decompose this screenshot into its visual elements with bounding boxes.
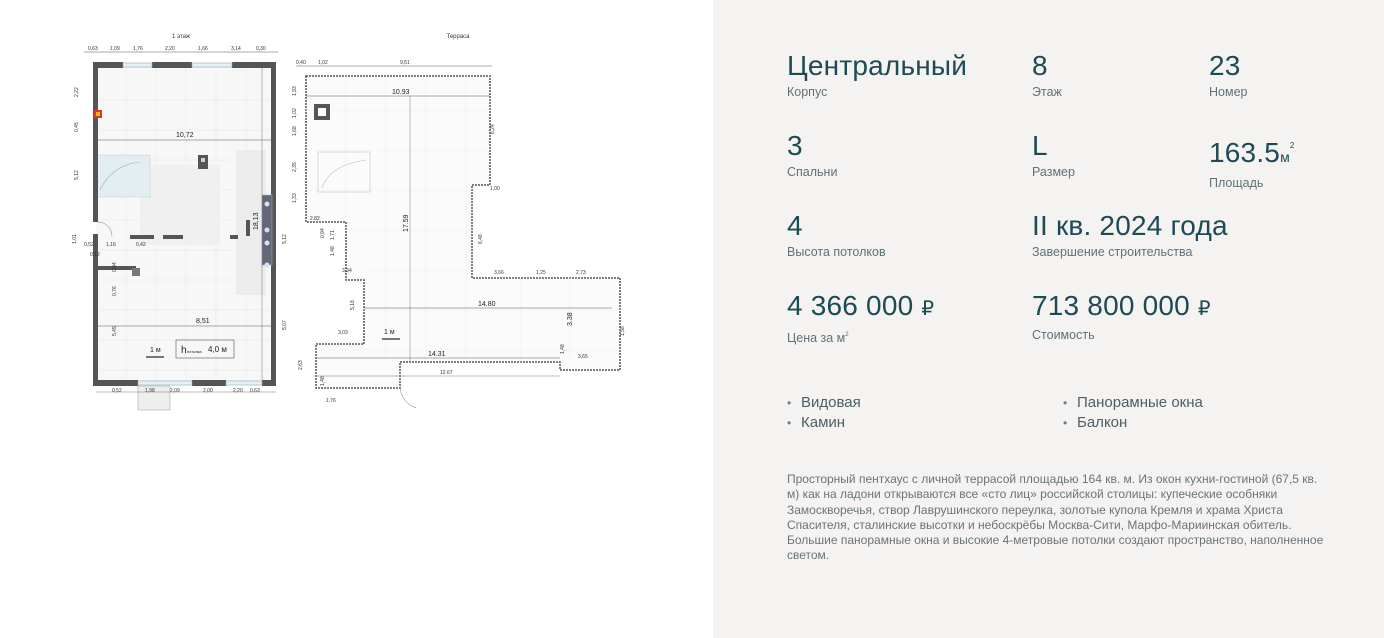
svg-text:3,66: 3,66 — [494, 270, 504, 276]
svg-text:0,63: 0,63 — [250, 388, 260, 394]
size-value: L — [1032, 130, 1048, 161]
area-value: 163.5 — [1209, 137, 1281, 168]
size-label: Размер — [1032, 165, 1075, 179]
completion-value: II кв. 2024 года — [1032, 210, 1228, 241]
building-label: Корпус — [787, 85, 828, 99]
terrace-scale-label: 1 м — [384, 329, 395, 336]
svg-text:1,25: 1,25 — [536, 270, 546, 276]
number-label: Номер — [1209, 85, 1248, 99]
feature-item — [1063, 394, 1203, 412]
floor1-width: 10,72 — [176, 132, 194, 139]
svg-text:3,14: 3,14 — [231, 46, 241, 52]
ceiling-value: 4,0 м — [208, 345, 227, 354]
floor-label: Этаж — [1032, 85, 1062, 99]
stat-ceiling — [787, 210, 886, 260]
svg-text:1,66: 1,66 — [198, 46, 208, 52]
stat-completion — [1032, 210, 1228, 260]
price-per-m2-row — [787, 290, 934, 325]
bullet-icon: • — [1063, 396, 1068, 410]
number-value: 23 — [1209, 50, 1241, 81]
svg-text:1,01: 1,01 — [72, 234, 78, 244]
feature-item — [787, 394, 861, 412]
terrace-plan — [292, 60, 626, 408]
svg-text:3,03: 3,03 — [338, 330, 348, 336]
svg-text:2,09: 2,09 — [170, 388, 180, 394]
svg-text:5,12: 5,12 — [74, 170, 80, 180]
stat-area — [1209, 130, 1295, 191]
svg-text:0,76: 0,76 — [112, 286, 118, 296]
svg-text:0,12: 0,12 — [90, 252, 100, 258]
total-price-row — [1032, 290, 1211, 325]
ceiling-height-value: 4 — [787, 210, 803, 241]
svg-text:1,16: 1,16 — [106, 242, 116, 248]
terrace-mid-width: 14.80 — [478, 301, 496, 308]
price-per-m2-value: 4 366 000 — [787, 290, 914, 321]
stat-total-price — [1032, 290, 1211, 343]
svg-text:0,94: 0,94 — [320, 228, 326, 238]
stat-number — [1209, 50, 1247, 100]
svg-text:9,51: 9,51 — [400, 60, 410, 66]
svg-text:1,76: 1,76 — [326, 398, 336, 404]
terrace-width: 10.93 — [392, 89, 410, 96]
svg-text:1,00: 1,00 — [490, 186, 500, 192]
svg-text:0,45: 0,45 — [74, 122, 80, 132]
svg-text:3,65: 3,65 — [578, 354, 588, 360]
svg-text:0,63: 0,63 — [88, 46, 98, 52]
svg-text:1,48: 1,48 — [560, 344, 566, 354]
stat-bedrooms — [787, 130, 837, 180]
feature-item — [787, 414, 845, 432]
svg-text:3,34: 3,34 — [342, 268, 352, 274]
terrace-bottom-width: 12.67 — [440, 370, 453, 376]
ceiling-sub: потолка — [187, 349, 202, 354]
total-price-value: 713 800 000 — [1032, 290, 1190, 321]
svg-text:2,63: 2,63 — [298, 360, 304, 370]
terrace-title: Терраса — [446, 34, 470, 40]
terrace-depth: 17.59 — [403, 214, 410, 232]
area-value-row — [1209, 130, 1295, 173]
svg-text:6,48: 6,48 — [478, 234, 484, 244]
svg-text:1,71: 1,71 — [330, 230, 336, 240]
svg-text:1,48: 1,48 — [320, 376, 326, 386]
svg-text:6,24: 6,24 — [490, 124, 496, 134]
floor-value: 8 — [1032, 50, 1048, 81]
area-label: Площадь — [1209, 176, 1264, 190]
svg-text:1,93: 1,93 — [292, 86, 298, 96]
svg-text:1,02: 1,02 — [318, 60, 328, 66]
building-value: Центральный — [787, 50, 968, 81]
svg-text:2,82: 2,82 — [310, 216, 320, 222]
svg-text:0,30: 0,30 — [256, 46, 266, 52]
feature-label: Балкон — [1077, 414, 1128, 431]
stat-price-per-m2 — [787, 290, 934, 346]
svg-text:2,35: 2,35 — [292, 162, 298, 172]
svg-text:5,45: 5,45 — [112, 326, 118, 336]
svg-text:0,40: 0,40 — [296, 60, 306, 66]
feature-label: Видовая — [801, 394, 861, 411]
stat-size — [1032, 130, 1075, 180]
floor1-plan — [72, 46, 288, 410]
svg-text:5,18: 5,18 — [350, 300, 356, 310]
price-per-m2-label-sup: 2 — [845, 332, 849, 338]
svg-text:1,33: 1,33 — [292, 193, 298, 203]
terrace-lower-width: 14.31 — [428, 351, 446, 358]
svg-text:1,98: 1,98 — [145, 388, 155, 394]
svg-text:1,48: 1,48 — [330, 246, 336, 256]
total-price-label: Стоимость — [1032, 328, 1095, 342]
svg-text:1,68: 1,68 — [292, 126, 298, 136]
bullet-icon: • — [787, 416, 792, 430]
stat-floor — [1032, 50, 1062, 100]
svg-text:2,20: 2,20 — [233, 388, 243, 394]
floor1-title: 1 этаж — [172, 34, 190, 40]
svg-text:2,20: 2,20 — [165, 46, 175, 52]
svg-text:5,07: 5,07 — [282, 320, 288, 330]
apartment-description: Просторный пентхаус с личной террасой площадью 164 кв. м. Из окон кухни-гостиной (67,5 кв. м) как на ладони открываются все «сто лиц» российской столицы: купеческие особняки Замоскворечья, створ Лаврушинского переулка, золотые купола Кремля и храма Христа Спасителя, сталинские высотки и небоскрёбы Москва-Сити, Марфо-Мариинская обитель. Большие панорамные окна и высокие 4-метровые потолки создают пространство, наполненное светом. — [787, 472, 1324, 563]
floor1-depth: 18,13 — [253, 212, 260, 230]
svg-text:5,12: 5,12 — [282, 234, 288, 244]
svg-text:0,94: 0,94 — [112, 262, 118, 272]
svg-text:0,52: 0,52 — [112, 388, 122, 394]
area-unit-sup: 2 — [1289, 141, 1295, 150]
terrace-step: 3.38 — [567, 312, 574, 326]
ruble-icon: ₽ — [921, 298, 935, 320]
bullet-icon: • — [1063, 416, 1068, 430]
ceiling-h: h — [181, 345, 187, 356]
price-per-m2-label: Цена за м — [787, 331, 846, 345]
svg-text:0,52: 0,52 — [84, 242, 94, 248]
feature-label: Камин — [801, 414, 846, 431]
area-unit: м — [1280, 149, 1290, 165]
bedrooms-label: Спальни — [787, 165, 838, 179]
svg-text:2,22: 2,22 — [74, 87, 80, 97]
svg-text:2,73: 2,73 — [576, 270, 586, 276]
svg-text:1,02: 1,02 — [292, 108, 298, 118]
svg-text:2,00: 2,00 — [203, 388, 213, 394]
bedrooms-value: 3 — [787, 130, 803, 161]
floor1-inner-width: 8,51 — [196, 318, 210, 325]
floor1-scale-label: 1 м — [150, 347, 161, 354]
stat-building — [787, 50, 967, 100]
svg-text:0,42: 0,42 — [136, 242, 146, 248]
ceiling-height-label: Высота потолков — [787, 245, 886, 259]
info-panel — [713, 0, 1384, 638]
svg-text:1,58: 1,58 — [620, 326, 626, 336]
ruble-icon: ₽ — [1197, 298, 1211, 320]
price-per-m2-label-row — [787, 327, 934, 346]
feature-label: Панорамные окна — [1077, 394, 1203, 411]
bullet-icon: • — [787, 396, 792, 410]
completion-label: Завершение строительства — [1032, 245, 1193, 259]
svg-text:1,09: 1,09 — [110, 46, 120, 52]
feature-item — [1063, 414, 1127, 432]
svg-text:1,76: 1,76 — [133, 46, 143, 52]
